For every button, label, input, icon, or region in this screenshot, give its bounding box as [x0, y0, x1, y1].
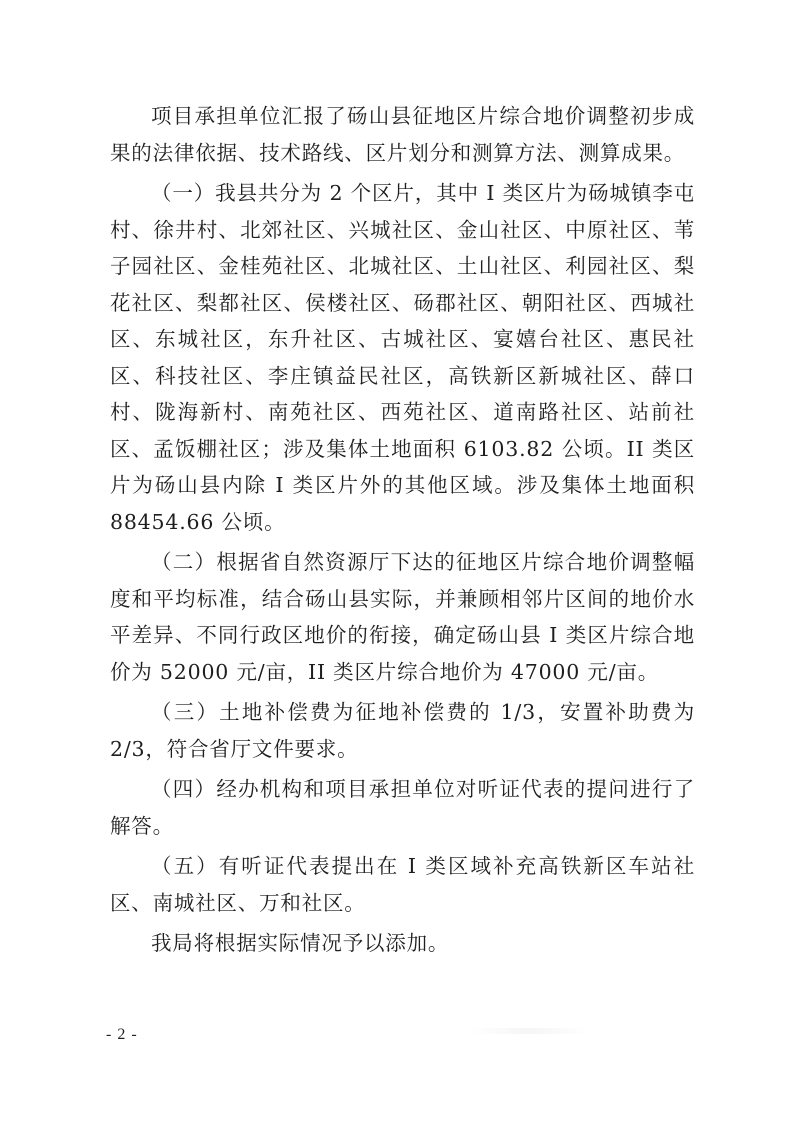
page-number: - 2 - [106, 1026, 138, 1043]
paragraph-intro: 项目承担单位汇报了砀山县征地区片综合地价调整初步成果的法律依据、技术路线、区片划分和测算方法、测算成果。 [110, 104, 695, 165]
document-body [110, 98, 695, 966]
paragraph-section-1: （一）我县共分为 2 个区片，其中 I 类区片为砀城镇李屯村、徐井村、北郊社区、兴城社区、金山社区、中原社区、苇子园社区、金桂苑社区、北城社区、土山社区、利园社区、梨花社区、梨都社区、侯楼社区、砀郡社区、朝阳社区、西城社区、东城社区，东升社区、古城社区、宴嬉台社区、惠民社区、科技社区、李庄镇益民社区，高铁新区新城社区、薛口村、陇海新村、南苑社区、西苑社区、道南路社区、站前社区、孟饭棚社区；涉及集体土地面积 6103.82 公顷。II 类区片为砀山县内除 I 类区片外的其他区域。涉及集体土地面积 88454.66 公顷。 [110, 181, 695, 534]
scan-artifact [470, 1028, 590, 1034]
paragraph-section-5: （五）有听证代表提出在 I 类区域补充高铁新区车站社区、南城社区、万和社区。 [110, 854, 695, 915]
paragraph-section-2: （二）根据省自然资源厅下达的征地区片综合地价调整幅度和平均标准，结合砀山县实际，并兼顾相邻片区间的地价水平差异、不同行政区地价的衔接，确定砀山县 I 类区片综合地价为 52000 元/亩，II 类区片综合地价为 47000 元/亩。 [110, 550, 695, 684]
paragraph-closing: 我局将根据实际情况予以添加。 [151, 931, 450, 955]
paragraph-section-3: （三）土地补偿费为征地补偿费的 1/3，安置补助费为 2/3，符合省厅文件要求。 [110, 700, 695, 761]
paragraph-section-4: （四）经办机构和项目承担单位对听证代表的提问进行了解答。 [110, 777, 695, 838]
